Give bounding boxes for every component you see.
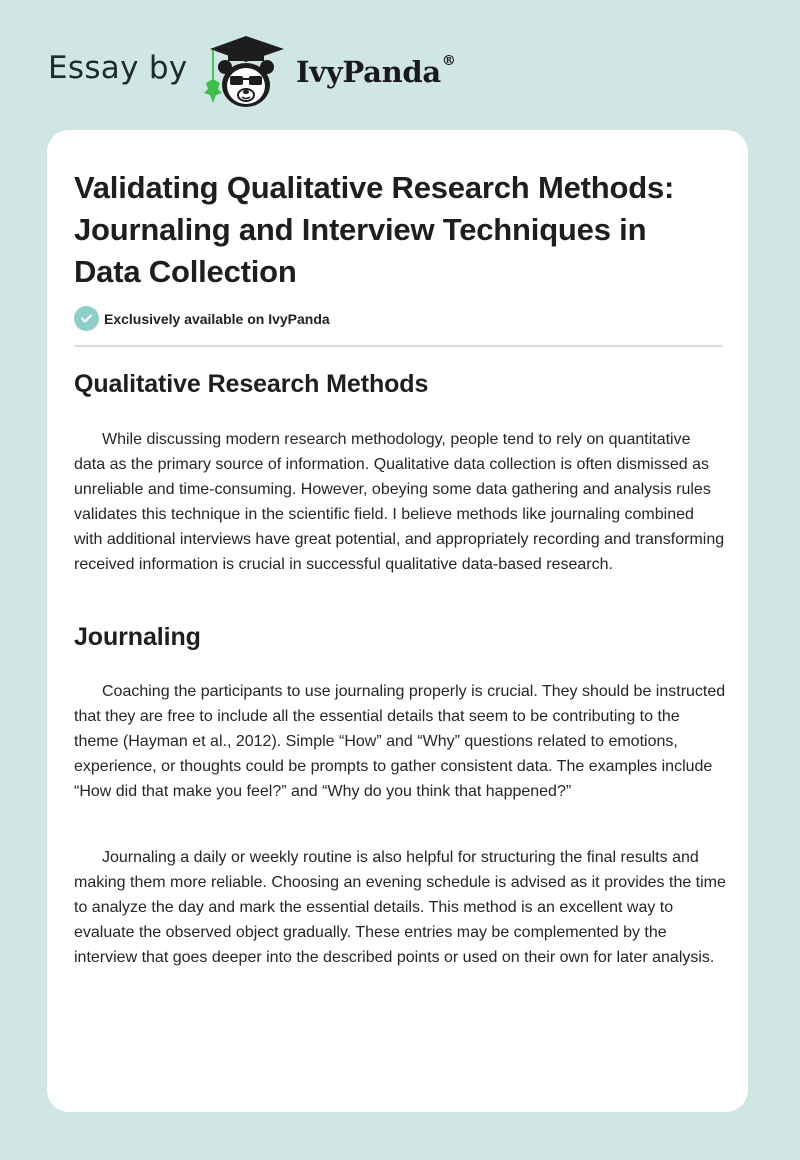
essay-by-label: Essay by bbox=[48, 50, 188, 86]
exclusive-badge bbox=[74, 306, 330, 331]
divider bbox=[74, 345, 723, 347]
brand-name: IvyPanda bbox=[296, 55, 441, 89]
panda-graduation-cap-icon[interactable] bbox=[200, 33, 292, 111]
exclusive-label: Exclusively available on IvyPanda bbox=[104, 310, 330, 327]
paragraph: Journaling a daily or weekly routine is also helpful for structuring the final results and making them more reliable. Choosing an evening schedule is advised as it provides the time to analyze the day and mark the essential details. This method is an excellent way to evaluate the observed object gradually. These entries may be complemented by the interview that goes deeper into the described points or used on their own for later analysis. bbox=[74, 849, 726, 966]
essay-card bbox=[47, 130, 748, 1112]
page-title: Validating Qualitative Research Methods: Journaling and Interview Techniques in Data Collection bbox=[74, 170, 675, 289]
check-circle-icon bbox=[74, 306, 99, 331]
section-heading-journaling: Journaling bbox=[74, 623, 201, 651]
brand-logo-text[interactable] bbox=[296, 55, 456, 89]
section-heading-qualitative-research-methods: Qualitative Research Methods bbox=[74, 370, 429, 398]
paragraph: While discussing modern research methodology, people tend to rely on quantitative data as the primary source of information. Qualitative data collection is often dismissed as unreliable and time-consuming. However, obeying some data gathering and analysis rules validates this technique in the scientific field. I believe methods like journaling combined with additional interviews have great potential, and appropriately recording and transforming received information is crucial in successful qualitative data-based research. bbox=[74, 431, 725, 573]
registered-mark: ® bbox=[441, 53, 456, 69]
site-header bbox=[0, 0, 800, 130]
paragraph: Coaching the participants to use journaling properly is crucial. They should be instructed that they are free to include all the essential details that seem to be contributing to the theme (Hayman et al., 2012). Simple “How” and “Why” questions related to emotions, experience, or thoughts could be prompts to gather consistent data. The examples include “How did that make you feel?” and “Why do you think that happened?” bbox=[74, 683, 726, 800]
